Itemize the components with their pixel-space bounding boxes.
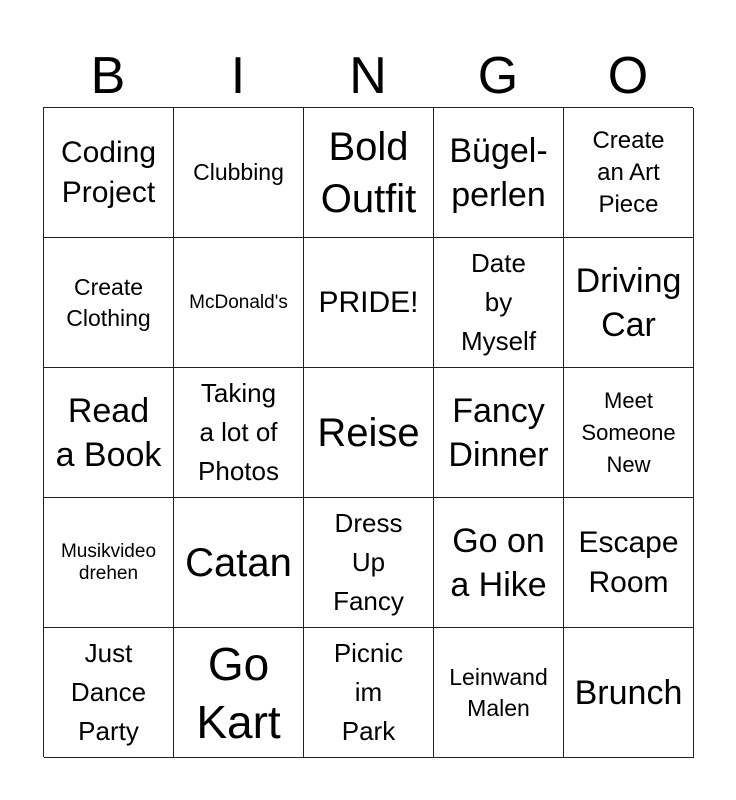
cell-text: Meet Someone New (581, 387, 676, 477)
cell-text: Bügel- perlen (449, 131, 548, 214)
cell-text: Coding Project (60, 135, 157, 209)
bingo-cell[interactable] (434, 108, 564, 238)
cell-text: Fancy Dinner (448, 391, 549, 474)
header-letter-b: B (90, 47, 126, 105)
bingo-cell[interactable] (434, 238, 564, 368)
bingo-cell[interactable] (44, 498, 174, 628)
cell-text: Go Kart (196, 637, 281, 748)
cell-text: Go on a Hike (450, 521, 547, 604)
bingo-cell[interactable] (44, 238, 174, 368)
cell-text: Leinwand Malen (449, 663, 548, 721)
cell-text: Driving Car (575, 261, 682, 344)
bingo-cell[interactable] (174, 368, 304, 498)
bingo-cell[interactable] (564, 628, 694, 758)
bingo-header (43, 46, 693, 106)
bingo-cell[interactable] (564, 498, 694, 628)
cell-text: Taking a lot of Photos (198, 378, 279, 486)
bingo-cell[interactable] (304, 238, 434, 368)
bingo-cell[interactable] (174, 108, 304, 238)
cell-text: Escape Room (578, 525, 679, 599)
cell-text: Brunch (574, 673, 683, 712)
cell-text: Create Clothing (66, 273, 151, 331)
bingo-cell[interactable] (174, 498, 304, 628)
header-letter-i: I (230, 47, 246, 105)
bingo-cell[interactable] (44, 368, 174, 498)
cell-text: Reise (317, 410, 420, 455)
bingo-cell[interactable] (174, 238, 304, 368)
bingo-cell[interactable] (44, 108, 174, 238)
bingo-cell[interactable] (434, 628, 564, 758)
cell-text: Catan (185, 540, 292, 585)
bingo-cell[interactable] (304, 628, 434, 758)
cell-text: Dress Up Fancy (333, 508, 404, 616)
bingo-cell[interactable] (174, 628, 304, 758)
bingo-cell[interactable] (564, 238, 694, 368)
bingo-cell[interactable] (44, 628, 174, 758)
cell-text: PRIDE! (318, 285, 419, 319)
cell-text: Clubbing (193, 159, 284, 185)
bingo-cell[interactable] (434, 498, 564, 628)
cell-text: McDonald's (189, 291, 288, 313)
cell-text: Create an Art Piece (592, 126, 665, 218)
bingo-cell[interactable] (564, 368, 694, 498)
header-letter-n: N (349, 47, 387, 105)
bingo-cell[interactable] (304, 108, 434, 238)
cell-text: Read a Book (55, 391, 162, 474)
cell-text: Musikvideo drehen (60, 540, 157, 584)
bingo-cell[interactable] (304, 368, 434, 498)
cell-text: Picnic im Park (333, 638, 404, 746)
bingo-cell[interactable] (304, 498, 434, 628)
cell-text: Date by Myself (460, 248, 537, 356)
cell-text: Just Dance Party (70, 638, 147, 746)
bingo-cell[interactable] (564, 108, 694, 238)
cell-text: Bold Outfit (320, 124, 417, 221)
bingo-cell[interactable] (434, 368, 564, 498)
header-letter-o: O (607, 47, 649, 105)
header-letter-g: G (477, 47, 519, 105)
bingo-grid (43, 107, 693, 757)
